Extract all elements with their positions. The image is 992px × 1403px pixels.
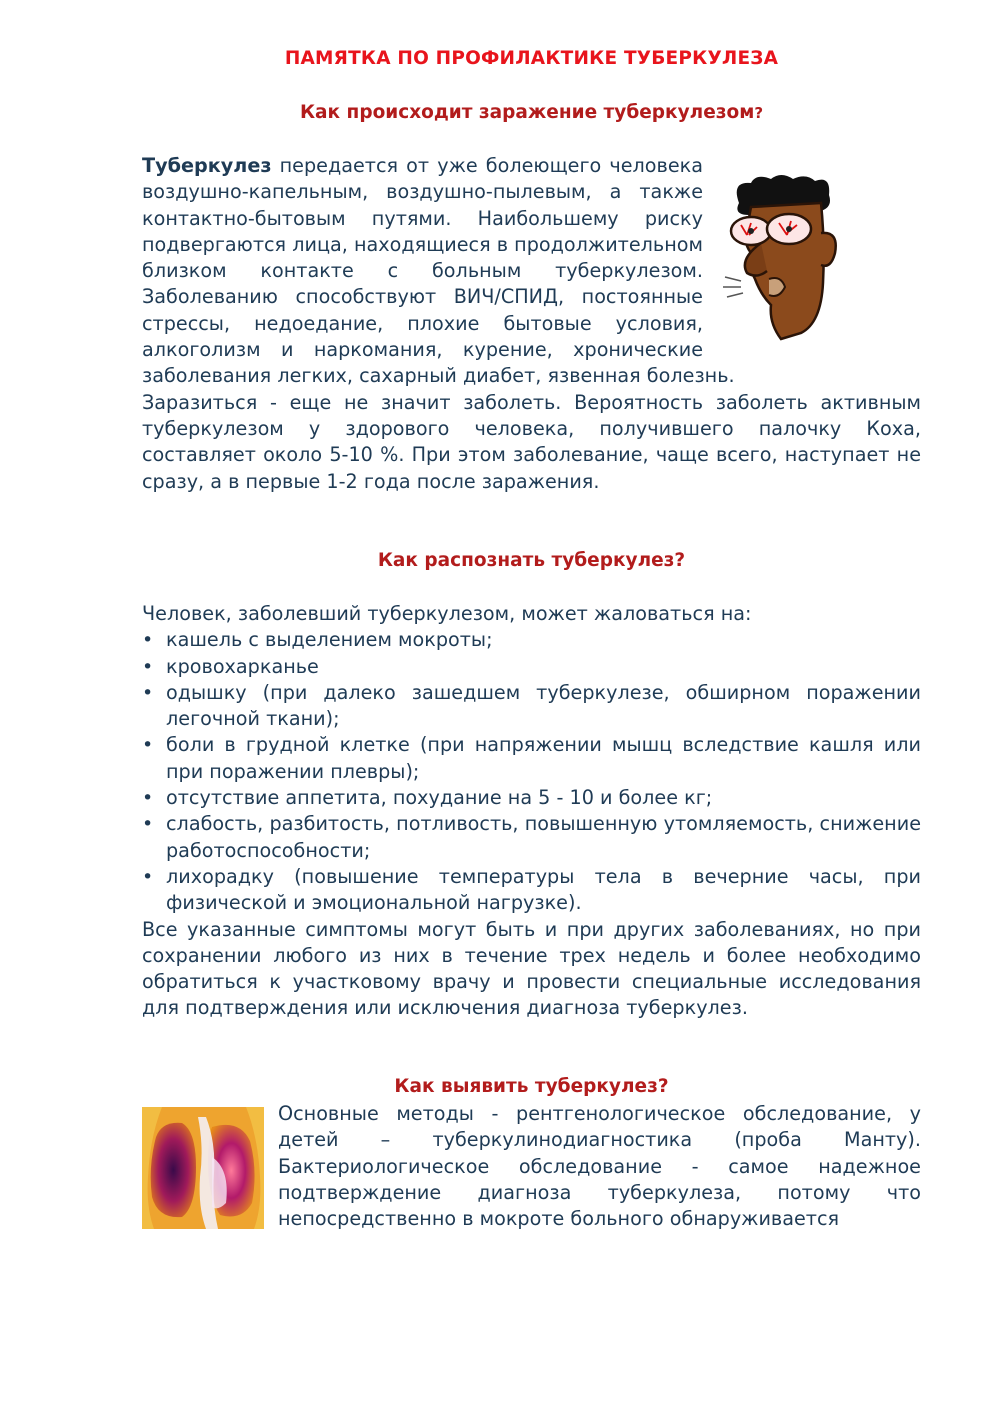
page-title: ПАМЯТКА ПО ПРОФИЛАКТИКЕ ТУБЕРКУЛЕЗА bbox=[284, 48, 779, 69]
symptoms-intro: Человек, заболевший туберкулезом, может жаловаться на: bbox=[142, 602, 752, 625]
section-heading-detect: Как выявить туберкулез? bbox=[394, 1076, 669, 1097]
symptoms-outro: Все указанные симптомы могут быть и при других заболеваниях, но при сохранении любого из них в течение трех недель и более необходимо обратиться к участковому врачу и провести специальные исследования для подтверждения или исключения диагноза туберкулез. bbox=[142, 917, 921, 1020]
list-item: • кровохарканье bbox=[142, 654, 921, 680]
list-item: • боли в грудной клетке (при напряжении мышц вследствие кашля или при поражении плевры); bbox=[142, 732, 921, 785]
symptoms-list bbox=[142, 627, 921, 916]
paragraph-methods: Основные методы - рентгенологическое обследование, у детей – туберкулинодиагностика (проба Манту). Бактериологическое обследование - самое надежное подтверждение диагноза туберкулеза, потому что непосредственно в мокроте больного обнаруживается bbox=[278, 1102, 921, 1231]
list-item: • кашель с выделением мокроты; bbox=[142, 627, 921, 653]
list-item: • отсутствие аппетита, похудание на 5 - 10 и более кг; bbox=[142, 785, 921, 811]
section-recognize-body bbox=[142, 601, 921, 1022]
coughing-man-illustration bbox=[721, 173, 921, 343]
section-detect-body bbox=[142, 1101, 921, 1232]
list-item: • слабость, разбитость, потливость, повышенную утомляемость, снижение работоспособности; bbox=[142, 811, 921, 864]
list-item: • одышку (при далеко зашедшем туберкулезе, обширном поражении легочной ткани); bbox=[142, 680, 921, 733]
transmission-text: передается от уже болеющего человека воздушно-капельным, воздушно-пылевым, а также контактно-бытовым путями. Наибольшему риску подвергаются лица, находящиеся в продолжительном близком контакте с больным туберкулезом. Заболеванию способствуют ВИЧ/СПИД, постоянные стрессы, недоедание, плохие бытовые условия, алкоголизм и наркомания, курение, хронические заболевания легких, сахарный диабет, язвенная болезнь. bbox=[142, 154, 735, 388]
xray-image bbox=[142, 1107, 264, 1229]
paragraph-probability: Заразиться - еще не значит заболеть. Вероятность заболеть активным туберкулезом у здорового человека, получившего палочку Коха, составляет около 5-10 %. При этом заболевание, чаще всего, наступает не сразу, а в первые 1-2 года после заражения. bbox=[142, 390, 921, 493]
section-heading-infection-mark: ? bbox=[754, 104, 764, 122]
section-infection-body bbox=[142, 153, 921, 495]
section-heading-infection-text: Как происходит заражение туберкулезом bbox=[299, 102, 755, 123]
list-item: • лихорадку (повышение температуры тела в вечерние часы, при физической и эмоциональной нагрузке). bbox=[142, 864, 921, 917]
section-heading-infection bbox=[142, 102, 921, 123]
bold-term: Туберкулез bbox=[142, 154, 272, 177]
section-heading-recognize: Как распознать туберкулез? bbox=[377, 550, 686, 571]
